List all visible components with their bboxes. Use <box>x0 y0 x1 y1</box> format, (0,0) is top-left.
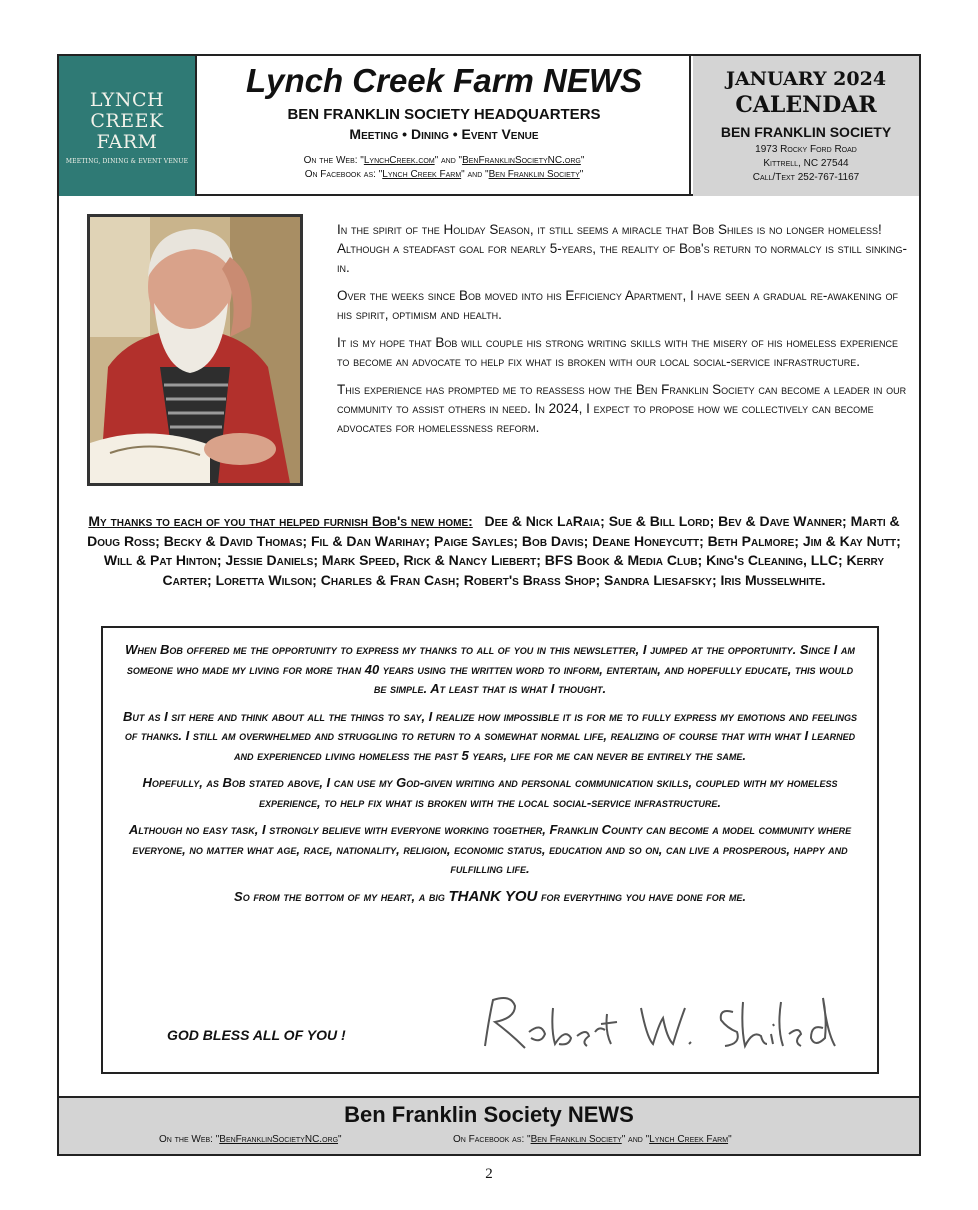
calendar-month: JANUARY 2024 <box>725 68 887 90</box>
link-facebook-ben-franklin-society[interactable]: Ben Franklin Society <box>488 169 580 180</box>
newsletter-title: Lynch Creek Farm NEWS <box>245 62 643 99</box>
article-paragraph: In the spirit of the Holiday Season, it still seems a miracle that Bob Shiles is no longer homeless! Although a steadfast goal for nearly 5-years, the reality of Bob's return to normalcy is still sinking-in. <box>337 222 907 275</box>
fb-prefix: On Facebook as: " <box>304 169 383 180</box>
fb-mid: " and " <box>461 169 489 180</box>
address-line-2: Kittrell, NC 27544 <box>763 158 849 169</box>
footer-title: Ben Franklin Society NEWS <box>344 1102 634 1127</box>
footer-fb-prefix: On Facebook as: " <box>453 1134 531 1145</box>
footer-web-prefix: On the Web: " <box>159 1134 220 1145</box>
article-paragraph: Over the weeks since Bob moved into his Efficiency Apartment, I have seen a gradual re-awakening of his spirit, optimism and health. <box>337 288 899 322</box>
letter-closing-start: So from the bottom of my heart, a big <box>234 888 449 904</box>
footer-facebook-line <box>453 1134 732 1145</box>
newsletter-subtitle: BEN FRANKLIN SOCIETY HEADQUARTERS <box>287 106 601 123</box>
thanks-list <box>79 512 909 590</box>
bob-shiles-photo <box>87 214 303 486</box>
article-paragraph: This experience has prompted me to reassess how the Ben Franklin Society can become a leader in our community to assist others in need. In 2024, I expect to propose how we collectively can become advocates for homelessness reform. <box>337 382 907 435</box>
article-text <box>337 220 907 446</box>
link-benfranklinsocietync[interactable]: BenFranklinSocietyNC.org <box>462 155 581 166</box>
logo-line-3: FARM <box>96 131 158 153</box>
web-mid: " and " <box>434 155 463 166</box>
calendar-block <box>693 56 919 196</box>
venue-line: Meeting • Dining • Event Venue <box>349 126 539 142</box>
footer-link-benfranklinsocietync[interactable]: BenFranklinSocietyNC.org <box>219 1134 339 1145</box>
letter-paragraph <box>121 887 859 907</box>
footer-link-facebook-ben-franklin-society[interactable]: Ben Franklin Society <box>530 1134 622 1145</box>
letter-paragraph: Although no easy task, I strongly believe with everyone working together, Franklin County can become a model community where everyone, no matter what age, race, nationality, religion, economic status, education and so on, can live a prosperous, happy and fulfilling life. <box>128 822 852 876</box>
link-lynchcreek[interactable]: LynchCreek.com <box>363 155 435 166</box>
calendar-society: BEN FRANKLIN SOCIETY <box>720 124 892 140</box>
calendar-label: CALENDAR <box>735 92 877 118</box>
logo-tagline: MEETING, DINING & EVENT VENUE <box>65 158 189 165</box>
web-links-line <box>199 155 689 166</box>
footer-fb-mid: " and " <box>621 1134 650 1145</box>
phone-line: Call/Text 252-767-1167 <box>752 172 860 183</box>
thanks-lead: My thanks to each of you that helped furnish Bob's new home: <box>88 513 473 529</box>
fb-suffix: " <box>579 169 584 180</box>
masthead <box>59 56 919 196</box>
newsletter-page <box>57 54 921 1156</box>
logo-line-1: LYNCH <box>89 89 165 111</box>
web-suffix: " <box>580 155 585 166</box>
footer-web-suffix: " <box>338 1134 342 1145</box>
photo-illustration <box>90 217 300 483</box>
letter-paragraph: When Bob offered me the opportunity to express my thanks to all of you in this newsletter, I jumped at the opportunity. Since I am someone who made my living for more than 40 years using the written word to inform, entertain, and hopefully educate, this would be simple. At least that is what I thought. <box>125 642 855 696</box>
thank-you-emphasis: THANK YOU <box>448 887 538 905</box>
article-paragraph: It is my hope that Bob will couple his strong writing skills with the misery of his homeless experience to become an advocate to help fix what is broken with our local social-service infrastructure. <box>337 335 899 369</box>
footer <box>59 1096 919 1154</box>
web-prefix: On the Web: " <box>303 155 364 166</box>
handwritten-signature <box>471 988 861 1058</box>
letter-paragraph: Hopefully, as Bob stated above, I can use my God-given writing and personal communication skills, coupled with my homeless experience, to help fix what is broken with the local social-service infrastructure. <box>142 775 838 810</box>
footer-web-line <box>159 1134 342 1145</box>
page-number: 2 <box>485 1166 493 1182</box>
link-facebook-lynch-creek-farm[interactable]: Lynch Creek Farm <box>382 169 462 180</box>
god-bless-line: GOD BLESS ALL OF YOU ! <box>167 1027 346 1043</box>
footer-link-facebook-lynch-creek-farm[interactable]: Lynch Creek Farm <box>649 1134 729 1145</box>
footer-fb-suffix: " <box>728 1134 732 1145</box>
letter-closing-end: for everything you have done for me. <box>537 888 746 904</box>
thank-you-letter <box>101 626 879 1074</box>
thanks-names: Dee & Nick LaRaia; Sue & Bill Lord; Bev & Dave Wanner; Marti & Doug Ross; Becky & David Thomas; Fil & Dan Warihay; Paige Sayles; Bob Davis; Deane Honeycutt; Beth Palmore; Jim & Kay Nutt; Will & Pat Hinton; Jessie Daniels; Mark Speed, Rick & Nancy Liebert; BFS Book & Media Club; King's Cleaning, LLC; Kerry Carter; Loretta Wilson; Charles & Fran Cash; Robert's Brass Shop; Sandra Liesafsky; Iris Musselwhite. <box>87 513 901 588</box>
logo-line-2: CREEK <box>90 110 164 132</box>
letter-paragraph: But as I sit here and think about all the things to say, I realize how impossible it is for me to fully express my emotions and feelings of thanks. I still am overwhelmed and struggling to return to a somewhat normal life, realizing of course that with what I learned and experienced living homeless the past 5 years, life for me can never be entirely the same. <box>122 708 858 763</box>
address-line-1: 1973 Rocky Ford Road <box>755 144 857 155</box>
facebook-links-line <box>199 169 689 180</box>
lynch-creek-farm-logo <box>59 56 197 196</box>
masthead-title-block <box>199 56 691 196</box>
